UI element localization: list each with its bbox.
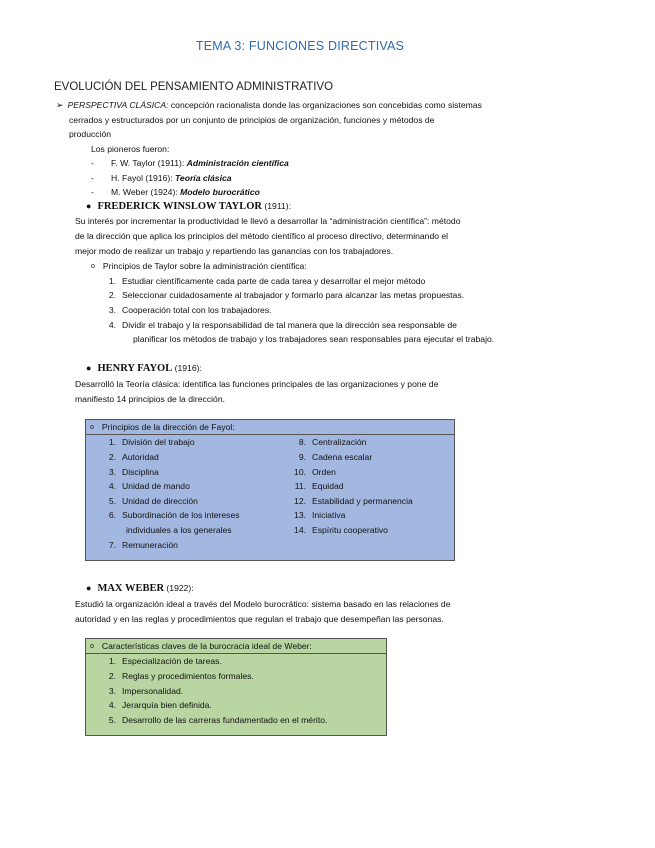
fayol-principle: 6. Subordinación de los intereses — [108, 510, 240, 520]
classic-paragraph-line2: cerrados y estructurados por un conjunto de principios de organización, funciones y métodos de — [69, 115, 435, 125]
taylor-principle-continuation: planificar los métodos de trabajo y los trabajadores sean responsables para ejecutar el trabajo. — [133, 334, 495, 344]
fayol-paragraph: manifiesto 14 principios de la dirección. — [75, 394, 225, 404]
fayol-principle: 13. Iniciativa — [294, 510, 346, 520]
weber-characteristic: 1. Especialización de tareas. — [108, 656, 222, 666]
weber-characteristic: 3. Impersonalidad. — [108, 686, 184, 696]
weber-heading: ● MAX WEBER (1922): — [86, 583, 194, 594]
fayol-principle: 7. Remuneración — [108, 540, 178, 550]
fayol-principles-box — [85, 419, 455, 561]
weber-paragraph: Estudió la organización ideal a través del Modelo burocrático: sistema basado en las relaciones de — [75, 599, 451, 609]
section-heading: EVOLUCIÓN DEL PENSAMIENTO ADMINISTRATIVO — [54, 81, 334, 93]
arrow-bullet-icon: ➢ — [56, 100, 64, 110]
taylor-principle: 4. Dividir el trabajo y la responsabilidad de tal manera que la dirección sea responsable de — [108, 320, 457, 330]
bullet-icon: ● — [86, 363, 92, 373]
taylor-paragraph: Su interés por incrementar la productividad le llevó a desarrollar la “administración científica”: método — [75, 216, 461, 226]
taylor-paragraph: de la dirección que aplica los principios del método científico al proceso directivo, determinando el — [75, 231, 449, 241]
fayol-paragraph: Desarrolló la Teoría clásica: identifica las funciones principales de las organizaciones y pone de — [75, 379, 439, 389]
fayol-box-title: o Principios de la dirección de Fayol: — [86, 420, 454, 435]
weber-paragraph: autoridad y en las reglas y procedimientos que regulan el trabajo que desempeñan las personas. — [75, 614, 444, 624]
pioneer-item: - F. W. Taylor (1911): Administración científica — [91, 158, 289, 168]
pioneers-intro: Los pioneros fueron: — [91, 144, 170, 154]
fayol-principle: 4. Unidad de mando — [108, 481, 190, 491]
weber-characteristic: 2. Reglas y procedimientos formales. — [108, 671, 254, 681]
taylor-principle: 1. Estudiar científicamente cada parte de cada tarea y desarrollar el mejor método — [108, 276, 426, 286]
taylor-principle: 3. Cooperación total con los trabajadores. — [108, 305, 272, 315]
fayol-principle: 2. Autoridad — [108, 452, 159, 462]
fayol-principle: 12. Estabilidad y permanencia — [294, 496, 413, 506]
classic-paragraph-line1: ➢ PERSPECTIVA CLÁSICA: concepción racionalista donde las organizaciones son concebidas como sistemas — [56, 100, 482, 110]
fayol-principle: 8. Centralización — [298, 437, 367, 447]
fayol-principle: 3. Disciplina — [108, 467, 159, 477]
weber-characteristics-box — [85, 638, 387, 736]
taylor-principles-title: o Principios de Taylor sobre la administración científica: — [91, 261, 307, 271]
weber-box-title: o Características claves de la burocracia ideal de Weber: — [86, 639, 386, 654]
page-title: TEMA 3: FUNCIONES DIRECTIVAS — [195, 39, 405, 53]
weber-characteristic: 5. Desarrollo de las carreras fundamentado en el mérito. — [108, 715, 328, 725]
taylor-paragraph: mejor modo de realizar un trabajo y repartiendo las ganancias con los trabajadores. — [75, 246, 394, 256]
pioneer-item: - H. Fayol (1916): Teoría clásica — [91, 173, 232, 183]
classic-label: PERSPECTIVA CLÁSICA: — [67, 100, 169, 110]
taylor-principle: 2. Seleccionar cuidadosamente al trabajador y formarlo para alcanzar las metas propuestas. — [108, 290, 465, 300]
fayol-principle: 5. Unidad de dirección — [108, 496, 198, 506]
classic-paragraph-line3: producción — [69, 129, 112, 139]
bullet-icon: ● — [86, 583, 92, 593]
fayol-heading: ● HENRY FAYOL (1916): — [86, 363, 202, 374]
bullet-icon: ● — [86, 201, 92, 211]
weber-characteristic: 4. Jerarquía bien definida. — [108, 700, 212, 710]
fayol-principle: 9. Cadena escalar — [298, 452, 373, 462]
circle-bullet-icon: o — [90, 424, 94, 431]
fayol-principle-continuation: individuales a los generales — [126, 525, 232, 535]
taylor-heading: ● FREDERICK WINSLOW TAYLOR (1911): — [86, 201, 291, 212]
fayol-principle: 1. División del trabajo — [108, 437, 195, 447]
pioneer-item: - M. Weber (1924): Modelo burocrático — [91, 187, 260, 197]
fayol-principle: 11. Equidad — [294, 481, 344, 491]
fayol-principle: 14. Espíritu cooperativo — [294, 525, 388, 535]
circle-bullet-icon: o — [91, 263, 95, 270]
fayol-principle: 10. Orden — [294, 467, 336, 477]
circle-bullet-icon: o — [90, 643, 94, 650]
